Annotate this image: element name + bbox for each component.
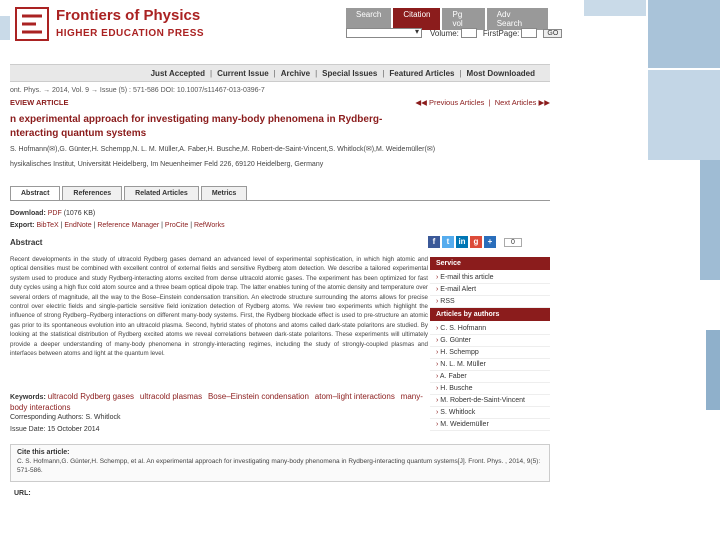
keywords-label: Keywords: bbox=[10, 394, 46, 401]
share-count: 0 bbox=[504, 238, 522, 247]
add-share-icon[interactable]: + bbox=[484, 236, 496, 248]
citation-breadcrumb: ont. Phys. → 2014, Vol. 9 → Issue (5) : 571-586 DOI: 10.1007/s11467-013-0396-7 bbox=[10, 87, 265, 94]
abstract-text: Recent developments in the study of ultracold Rydberg gases demand an advanced level of experimental sophistication, in which high atomic and optical densities must be combined with excellent control of external fields and sensitive Rydberg atom detection. We describe a tailored experimental system used to produce and study Rydberg-interacting atoms excited from dense ultracold atomic gases. The experiment has been optimized for fast duty cycles using a high flux cold atom source and a three beam optical dipole trap. The latter enables tuning of the atomic density and temperature over several orders of magnitude, all the way to the Bose–Einstein condensation transition. An electrode structure surrounding the atoms allows for precise control over electric fields and single-particle sensitive field ionization detection of Rydberg atoms. We review two experiments which highlight the influence of strong Rydberg–Rydberg interactions on different many-body systems. First, the Rydberg blockade effect is used to pre-structure an atomic gas prior to its spontaneous evolution into an ultracold plasma. Second, hybrid states of photons and atoms called dark-state polaritons are studied. By looking at the statistical distribution of Rydberg excited atoms we reveal correlations between dark-state polaritons. These experiments will ultimately provide a deeper understanding of many-body phenomena in strongly-interacting regimes, including the study of strongly-coupled plasmas and interfaces between atoms and light at the quantum level. bbox=[10, 256, 428, 358]
twitter-icon[interactable]: t bbox=[442, 236, 454, 248]
google-plus-icon[interactable]: g bbox=[470, 236, 482, 248]
article-title-line-2: nteracting quantum systems bbox=[10, 128, 147, 139]
tab-related-articles[interactable]: Related Articles bbox=[124, 186, 199, 200]
nav-archive[interactable]: Archive bbox=[280, 68, 311, 78]
export-procite[interactable]: ProCite bbox=[164, 222, 189, 229]
tab-adv-search[interactable]: Adv Search bbox=[487, 8, 548, 30]
author-link[interactable]: › C. S. Hofmann bbox=[430, 323, 550, 335]
previous-arrow-icon: ◀◀ bbox=[415, 98, 429, 107]
cite-heading: Cite this article: bbox=[17, 449, 70, 456]
download-label: Download: bbox=[10, 210, 46, 217]
firstpage-label: FirstPage: bbox=[482, 28, 520, 38]
brand-title[interactable]: Frontiers of Physics bbox=[56, 7, 201, 24]
rss-link[interactable]: › RSS bbox=[430, 296, 550, 308]
affiliation: hysikalisches Institut, Universität Heidelberg, Im Neuenheimer Feld 226, 69120 Heidelberg, Germany bbox=[10, 161, 324, 168]
decorative-block bbox=[648, 70, 720, 160]
export-reference-manager[interactable]: Reference Manager bbox=[97, 222, 160, 229]
next-arrow-icon: ▶▶ bbox=[536, 98, 550, 107]
cite-box bbox=[10, 444, 550, 482]
keyword-link[interactable]: Bose–Einstein condensation bbox=[207, 392, 309, 401]
export-endnote[interactable]: EndNote bbox=[64, 222, 92, 229]
journal-page bbox=[10, 0, 559, 540]
article-tabs bbox=[10, 186, 550, 201]
decorative-block bbox=[0, 16, 10, 40]
author-link[interactable]: › N. L. M. Müller bbox=[430, 359, 550, 371]
next-articles-link[interactable]: Next Articles bbox=[494, 98, 537, 107]
authors-heading: Articles by authors bbox=[430, 308, 550, 321]
author-list[interactable]: S. Hofmann(✉),G. Günter,H. Schempp,N. L. M. Müller,A. Faber,H. Busche,M. Robert-de-Saint-Vincent,S. Whitlock(✉),M. Weidemüller(✉) bbox=[10, 146, 436, 153]
pdf-size: (1076 KB) bbox=[63, 210, 96, 217]
author-link[interactable]: › H. Busche bbox=[430, 383, 550, 395]
corresponding-authors: Corresponding Authors: S. Whitlock bbox=[10, 414, 121, 421]
export-row: Export: BibTeX | EndNote | Reference Manager | ProCite | RefWorks bbox=[10, 222, 225, 229]
article-type: EVIEW ARTICLE bbox=[10, 98, 69, 107]
search-tabs bbox=[346, 8, 550, 30]
article-type-bar bbox=[10, 98, 550, 107]
brand-subtitle: HIGHER EDUCATION PRESS bbox=[56, 28, 205, 39]
go-button[interactable]: GO bbox=[543, 29, 562, 38]
article-title-line-1: n experimental approach for investigating many-body phenomena in Rydberg- bbox=[10, 114, 383, 125]
journal-select[interactable] bbox=[346, 28, 422, 38]
decorative-block bbox=[700, 160, 720, 280]
volume-input[interactable] bbox=[461, 28, 477, 38]
url-label: URL: bbox=[14, 490, 31, 497]
main-nav: Just Accepted | Current Issue | Archive | Special Issues | Featured Articles | Most Downloaded bbox=[10, 64, 550, 82]
email-article-link[interactable]: › E-mail this article bbox=[430, 272, 550, 284]
download-row bbox=[10, 210, 95, 217]
tab-citation[interactable]: Citation bbox=[393, 8, 440, 30]
export-refworks[interactable]: RefWorks bbox=[193, 222, 225, 229]
export-label: Export: bbox=[10, 222, 35, 229]
author-link[interactable]: › M. Weidemüller bbox=[430, 419, 550, 431]
tab-references[interactable]: References bbox=[62, 186, 122, 200]
nav-special-issues[interactable]: Special Issues bbox=[322, 68, 378, 78]
tab-metrics[interactable]: Metrics bbox=[201, 186, 248, 200]
nav-featured-articles[interactable]: Featured Articles bbox=[389, 68, 455, 78]
email-alert-link[interactable]: › E-mail Alert bbox=[430, 284, 550, 296]
tab-abstract[interactable]: Abstract bbox=[10, 186, 60, 200]
nav-most-downloaded[interactable]: Most Downloaded bbox=[466, 68, 535, 78]
previous-articles-link[interactable]: Previous Articles bbox=[428, 98, 485, 107]
author-link[interactable]: › S. Whitlock bbox=[430, 407, 550, 419]
pdf-link[interactable]: PDF bbox=[47, 210, 62, 217]
facebook-icon[interactable]: f bbox=[428, 236, 440, 248]
decorative-block bbox=[584, 0, 646, 16]
cite-text: C. S. Hofmann,G. Günter,H. Schempp, et al. An experimental approach for investigating many-body phenomena in Rydberg-interacting quantum systems[J]. Front. Phys. , 2014, 9(5): 571-586. bbox=[17, 458, 541, 474]
keyword-link[interactable]: ultracold plasmas bbox=[139, 392, 203, 401]
nav-just-accepted[interactable]: Just Accepted bbox=[150, 68, 205, 78]
share-bar bbox=[428, 236, 522, 248]
linkedin-icon[interactable]: in bbox=[456, 236, 468, 248]
abstract-heading: Abstract bbox=[10, 238, 43, 247]
author-link[interactable]: › G. Günter bbox=[430, 335, 550, 347]
decorative-block bbox=[706, 330, 720, 410]
author-link[interactable]: › A. Faber bbox=[430, 371, 550, 383]
export-bibtex[interactable]: BibTeX bbox=[36, 222, 59, 229]
keywords bbox=[10, 392, 425, 414]
article-pager: ◀◀ Previous Articles | Next Articles ▶▶ bbox=[415, 98, 550, 107]
tab-pg-vol[interactable]: Pg vol bbox=[442, 8, 484, 30]
author-link[interactable]: › M. Robert-de-Saint-Vincent bbox=[430, 395, 550, 407]
author-link[interactable]: › H. Schempp bbox=[430, 347, 550, 359]
nav-current-issue[interactable]: Current Issue bbox=[217, 68, 269, 78]
sidebar bbox=[430, 257, 550, 431]
decorative-block bbox=[648, 0, 720, 68]
keyword-link[interactable]: many-body interactions bbox=[10, 392, 423, 412]
issue-date: Issue Date: 15 October 2014 bbox=[10, 426, 100, 433]
citation-search-row bbox=[346, 28, 562, 38]
keyword-link[interactable]: atom–light interactions bbox=[314, 392, 395, 401]
tab-search[interactable]: Search bbox=[346, 8, 391, 30]
service-heading: Service bbox=[430, 257, 550, 270]
firstpage-input[interactable] bbox=[521, 28, 537, 38]
keyword-link[interactable]: ultracold Rydberg gases bbox=[47, 392, 135, 401]
volume-label: Volume: bbox=[430, 28, 459, 38]
journal-logo-icon[interactable] bbox=[14, 6, 50, 42]
